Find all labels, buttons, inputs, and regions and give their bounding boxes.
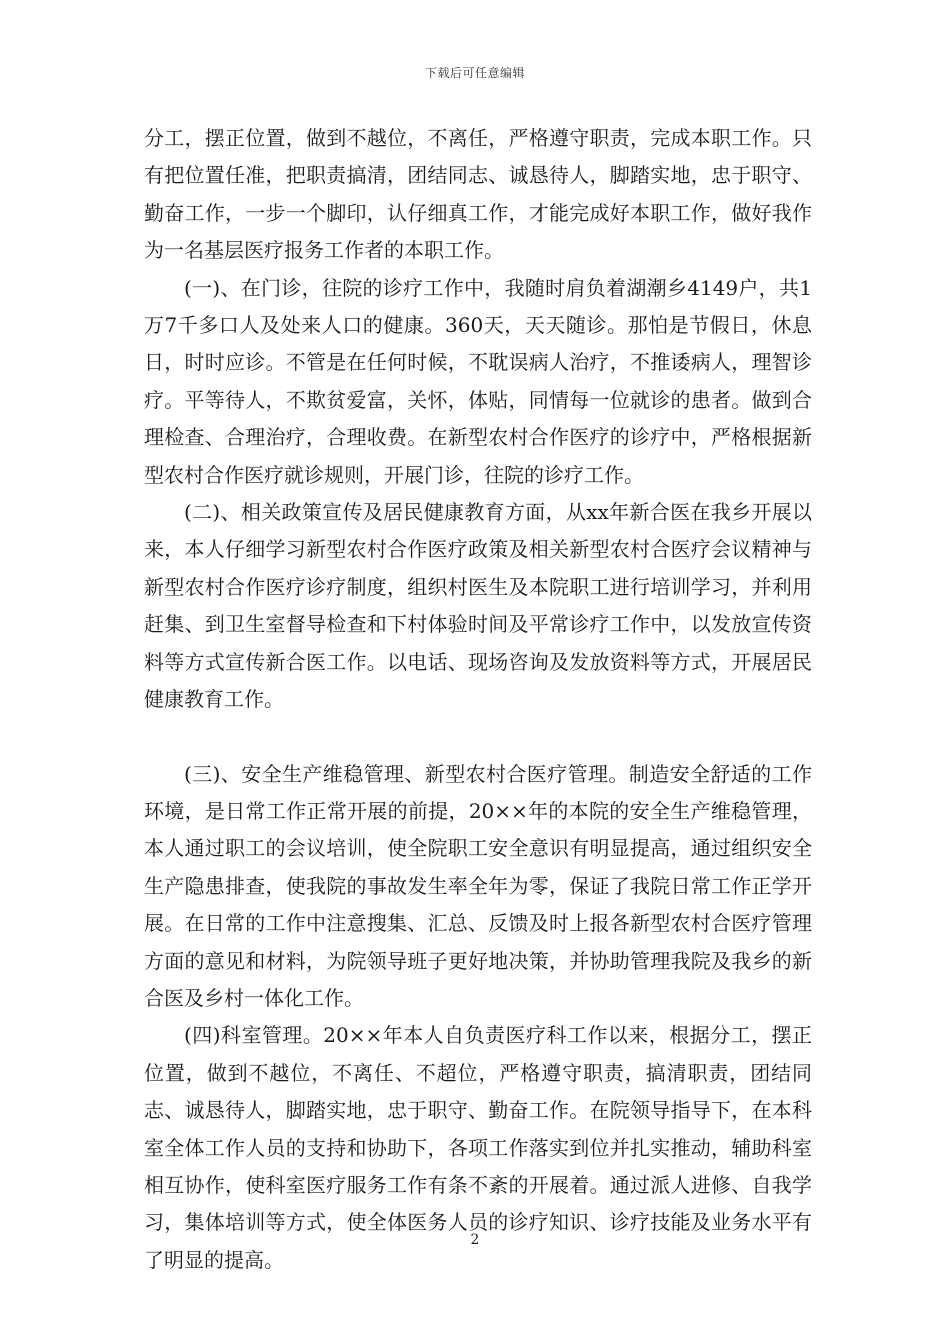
page-header: 下载后可任意编辑 xyxy=(424,66,525,80)
paragraph-section-1: (一)、在门诊，往院的诊疗工作中，我随时肩负着湖潮乡4149户，共1万7千多口人及处来人口的健康。360天，天天随诊。那怕是节假日，休息日，时时应诊。不管是在任何时候，不耽误病人治疗，不推诿病人，理智诊疗。平等待人，不欺贫爱富，关怀，体贴，同情每一位就诊的患者。做到合理检查、合理治疗，合理收费。在新型农村合作医疗的诊疗中，严格根据新型农村合作医疗就诊规则，开展门诊，往院的诊疗工作。 xyxy=(144,275,812,487)
paragraph-section-3: (三)、安全生产维稳管理、新型农村合医疗管理。制造安全舒适的工作环境，是日常工作正常开展的前提，20××年的本院的安全生产维稳管理，本人通过职工的会议培训，使全院职工安全意识有明显提高，通过组织安全生产隐患排查，使我院的事故发生率全年为零，保证了我院日常工作正学开展。在日常的工作中注意搜集、汇总、反馈及时上报各新型农村合医疗管理方面的意见和材料，为院领导班子更好地决策，并协助管理我院及我乡的新合医及乡村一体化工作。 xyxy=(144,761,812,1010)
page-number: 2 xyxy=(470,1232,480,1248)
paragraph-continuation: 分工，摆正位置，做到不越位，不离任，严格遵守职责，完成本职工作。只有把位置任准，把职责搞清，团结同志、诚恳待人，脚踏实地，忠于职守、勤奋工作，一步一个脚印，认仔细真工作，才能完成好本职工作，做好我作为一名基层医疗报务工作者的本职工作。 xyxy=(144,126,812,263)
paragraph-section-2: (二)、相关政策宣传及居民健康教育方面，从xx年新合医在我乡开展以来，本人仔细学习新型农村合作医疗政策及相关新型农村合医疗会议精神与新型农村合作医疗诊疗制度，组织村医生及本院职工进行培训学习，并利用赶集、到卫生室督导检查和下村体验时间及平常诊疗工作中，以发放宣传资料等方式宣传新合医工作。以电话、现场咨询及发放资料等方式，开展居民健康教育工作。 xyxy=(144,500,812,712)
paragraph-section-4: (四)科室管理。20××年本人自负责医疗科工作以来，根据分工，摆正位置，做到不越位，不离任、不超位，严格遵守职责，搞清职责，团结同志、诚恳待人，脚踏实地，忠于职守、勤奋工作。在院领导指导下，在本科室全体工作人员的支持和协助下，各项工作落实到位并扎实推动，辅助科室相互协作，使科室医疗服务工作有条不紊的开展着。通过派人进修、自我学习，集体培训等方式，使全体医务人员的诊疗知识、诊疗技能及业务水平有了明显的提高。 xyxy=(144,1023,812,1272)
document-body xyxy=(144,120,812,1279)
